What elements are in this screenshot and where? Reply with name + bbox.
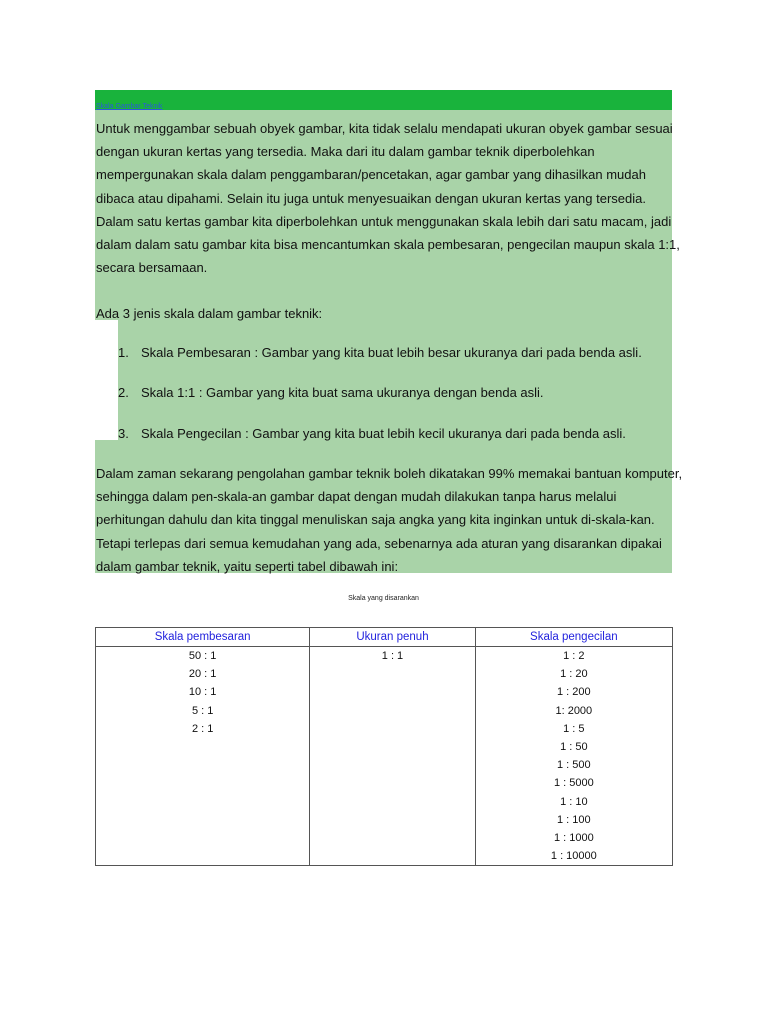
penuh-cell	[310, 647, 475, 866]
text-line: Ada 3 jenis skala dalam gambar teknik:	[96, 306, 323, 321]
scale-value: 1 : 10000	[550, 850, 597, 863]
text-line: Untuk menggambar sebuah obyek gambar, kita tidak selalu mendapati ukuran obyek gambar sesuai	[96, 121, 673, 136]
list-number: 1.	[118, 345, 129, 360]
text-line: mempergunakan skala dalam penggambaran/pencetakan, agar gambar yang dihasilkan mudah	[96, 167, 646, 183]
scale-table	[95, 627, 673, 866]
highlight-block	[118, 320, 672, 440]
column-header-penuh: Ukuran penuh	[310, 628, 475, 647]
scale-value: 1 : 1	[381, 650, 404, 662]
scale-value: 1 : 5	[563, 722, 585, 735]
page-margin-bottom	[0, 896, 768, 1024]
computer-paragraph	[96, 462, 682, 578]
scale-value: 1 : 50	[560, 740, 588, 753]
scale-value: 1 : 10	[560, 795, 588, 808]
scale-value: 1 : 20	[560, 668, 588, 681]
text-line: dibaca atau dipahami. Selain itu juga untuk menyesuaikan dengan ukuran kertas yang tersedia.	[96, 190, 646, 206]
list-item	[118, 426, 626, 442]
scale-value: 2 : 1	[191, 722, 214, 735]
list-item	[118, 385, 544, 401]
header-link[interactable]: Skala Gambar Teknik	[96, 103, 163, 110]
text-line: dalam dalam satu gambar kita bisa mencantumkan skala pembesaran, pengecilan maupun skala 1:1,	[96, 236, 680, 252]
text-line: perhitungan dahulu dan kita tinggal menuliskan saja angka yang kita inginkan untuk di-skala-kan.	[96, 512, 655, 528]
scale-value: 1: 2000	[555, 704, 593, 717]
text-line: secara bersamaan.	[96, 260, 208, 276]
scale-value: 50 : 1	[188, 650, 217, 662]
scale-value: 20 : 1	[188, 668, 217, 681]
list-number: 3.	[118, 426, 129, 441]
text-line: Dalam zaman sekarang pengolahan gambar teknik boleh dikatakan 99% memakai bantuan komputer,	[96, 466, 683, 481]
scale-value: 5 : 1	[191, 704, 214, 717]
table-row	[96, 647, 673, 866]
list-item	[118, 345, 642, 361]
list-text: Skala Pengecilan : Gambar yang kita buat lebih kecil ukuranya dari pada benda asli.	[141, 426, 626, 441]
scale-value: 1 : 5000	[553, 777, 594, 790]
text-line: Tetapi terlepas dari semua kemudahan yang ada, sebenarnya ada aturan yang disarankan dipakai	[96, 535, 662, 551]
types-heading	[96, 302, 322, 325]
scale-value: 1 : 500	[557, 759, 591, 772]
scale-value: 1 : 1000	[553, 831, 594, 844]
intro-paragraph	[96, 117, 680, 279]
text-line: sehingga dalam pen-skala-an gambar dapat dengan mudah dilakukan tanpa harus melalui	[96, 489, 617, 505]
column-header-pengecilan: Skala pengecilan	[475, 628, 672, 647]
list-text: Skala 1:1 : Gambar yang kita buat sama ukuranya dengan benda asli.	[141, 385, 544, 400]
header-bar	[95, 90, 672, 110]
scale-value: 10 : 1	[188, 686, 217, 699]
scale-value: 1 : 2	[563, 650, 585, 662]
scale-value: 1 : 200	[557, 686, 591, 699]
pembesaran-cell	[96, 647, 310, 866]
text-line: dengan ukuran kertas yang tersedia. Maka dari itu dalam gambar teknik diperbolehkan	[96, 144, 595, 160]
pengecilan-cell	[475, 647, 672, 866]
list-text: Skala Pembesaran : Gambar yang kita buat lebih besar ukuranya dari pada benda asli.	[141, 345, 642, 360]
text-line: dalam gambar teknik, yaitu seperti tabel dibawah ini:	[96, 558, 399, 574]
table-header-row	[96, 628, 673, 647]
list-number: 2.	[118, 385, 129, 400]
column-header-pembesaran: Skala pembesaran	[96, 628, 310, 647]
scale-value: 1 : 100	[557, 813, 591, 826]
text-line: Dalam satu kertas gambar kita diperbolehkan untuk menggunakan skala lebih dari satu macam, jadi	[96, 213, 672, 229]
table-caption: Skala yang disarankan	[348, 595, 419, 602]
